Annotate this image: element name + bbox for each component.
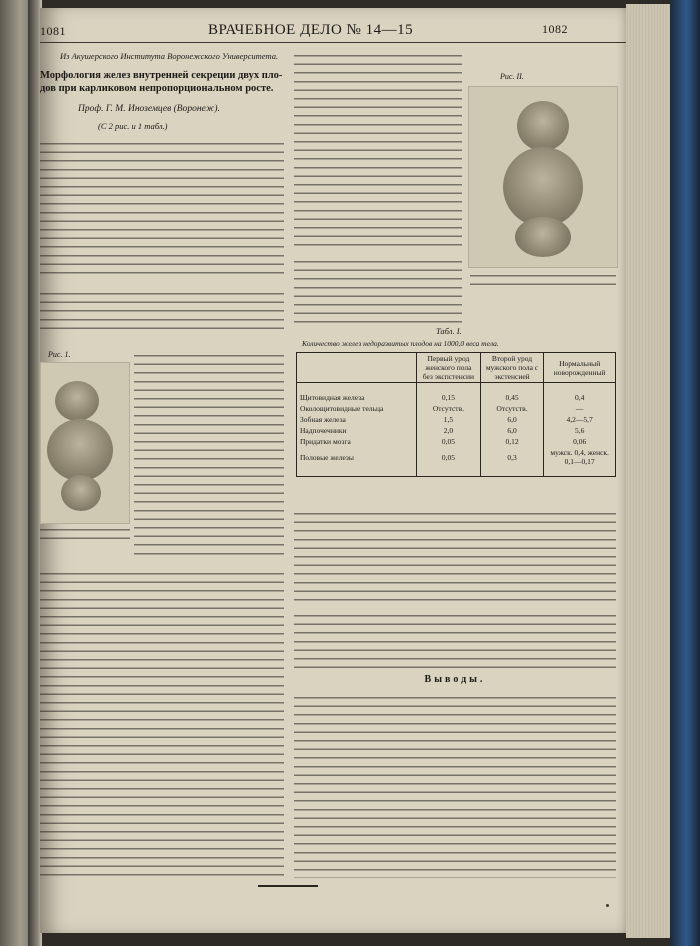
table-cell: 4,2—5,7 xyxy=(544,414,616,425)
article-figures-note: (С 2 рис. и 1 табл.) xyxy=(98,121,168,131)
table-cell: Щитовидная железа xyxy=(297,383,417,404)
table-subtitle: Количество желез недоразвитых плодов на 1000,0 веса тела. xyxy=(302,339,499,348)
article-author: Проф. Г. М. Иноземцев (Воронеж). xyxy=(78,104,220,114)
table-cell: 2,0 xyxy=(417,425,481,436)
figure-1-label: Рис. 1. xyxy=(48,350,71,359)
journal-title: ВРАЧЕБНОЕ ДЕЛО № 14—15 xyxy=(208,22,414,38)
gland-weight-table xyxy=(296,352,616,477)
left-column-text-3 xyxy=(134,350,284,560)
table-header-cell: Нормальный новорожденный xyxy=(544,353,616,383)
table-cell: 6,0 xyxy=(480,425,544,436)
page-mark xyxy=(606,904,609,907)
table-header-cell xyxy=(297,353,417,383)
page-stack-edge xyxy=(626,4,670,938)
table-cell: 0,05 xyxy=(417,436,481,447)
left-column-text-4 xyxy=(40,568,284,878)
right-column-text-4 xyxy=(294,610,616,670)
table-row xyxy=(297,383,616,404)
table-cell: Половые железы xyxy=(297,447,417,477)
end-rule xyxy=(258,885,318,887)
table-cell: Надпочечники xyxy=(297,425,417,436)
table-cell: мужск. 0,4, женск. 0,1—0,17 xyxy=(544,447,616,477)
table-cell: Отсутств. xyxy=(480,403,544,414)
header-rule xyxy=(40,42,626,43)
table-row xyxy=(297,414,616,425)
table-cell: 0,45 xyxy=(480,383,544,404)
table-cell: — xyxy=(544,403,616,414)
table-cell: 5,6 xyxy=(544,425,616,436)
page-number-right: 1082 xyxy=(542,22,568,36)
table-row xyxy=(297,425,616,436)
table-cell: Отсутств. xyxy=(417,403,481,414)
table-row xyxy=(297,403,616,414)
book-cover-edge xyxy=(670,0,700,946)
left-column-text-1 xyxy=(40,138,284,278)
figure-2-label: Рис. II. xyxy=(500,72,524,81)
table-row xyxy=(297,436,616,447)
table-header-cell: Второй урод мужского пола с экстенсией xyxy=(480,353,544,383)
table-header-cell: Первый урод женского пола без экспстенсии xyxy=(417,353,481,383)
article-title-line-2: дов при карликовом непропорциональном росте. xyxy=(40,83,274,94)
right-column-text-1 xyxy=(294,50,462,250)
article-title-line-1: Морфология желез внутренней секреции двух пло- xyxy=(40,70,283,81)
figure-1-caption-lines xyxy=(40,524,132,542)
running-header xyxy=(40,12,626,38)
table-cell: Околощитовидные тельца xyxy=(297,403,417,414)
figure-1-photo xyxy=(40,362,130,524)
journal-page xyxy=(40,8,626,933)
right-column-text-2 xyxy=(294,256,462,326)
right-column-text-3 xyxy=(294,508,616,604)
table-cell: 6,0 xyxy=(480,414,544,425)
figure-2-photo xyxy=(468,86,618,268)
table-cell: 0,15 xyxy=(417,383,481,404)
table-header-row xyxy=(297,353,616,383)
table-cell: Придатки мозга xyxy=(297,436,417,447)
figure-2-caption-lines xyxy=(470,270,616,288)
institute-line: Из Акушерского Института Воронежского Университета. xyxy=(60,51,279,61)
table-cell: Зобная железа xyxy=(297,414,417,425)
table-cell: 0,3 xyxy=(480,447,544,477)
table-row xyxy=(297,447,616,477)
table-cell: 0,12 xyxy=(480,436,544,447)
table-cell: 0,4 xyxy=(544,383,616,404)
table-cell: 0,05 xyxy=(417,447,481,477)
left-column-text-2 xyxy=(40,288,284,336)
conclusions-text xyxy=(294,692,616,878)
table-title: Табл. I. xyxy=(436,326,462,336)
page-number-left: 1081 xyxy=(40,24,66,38)
conclusions-heading: Выводы. xyxy=(424,674,486,685)
table-cell: 1,5 xyxy=(417,414,481,425)
table-cell: 0,06 xyxy=(544,436,616,447)
